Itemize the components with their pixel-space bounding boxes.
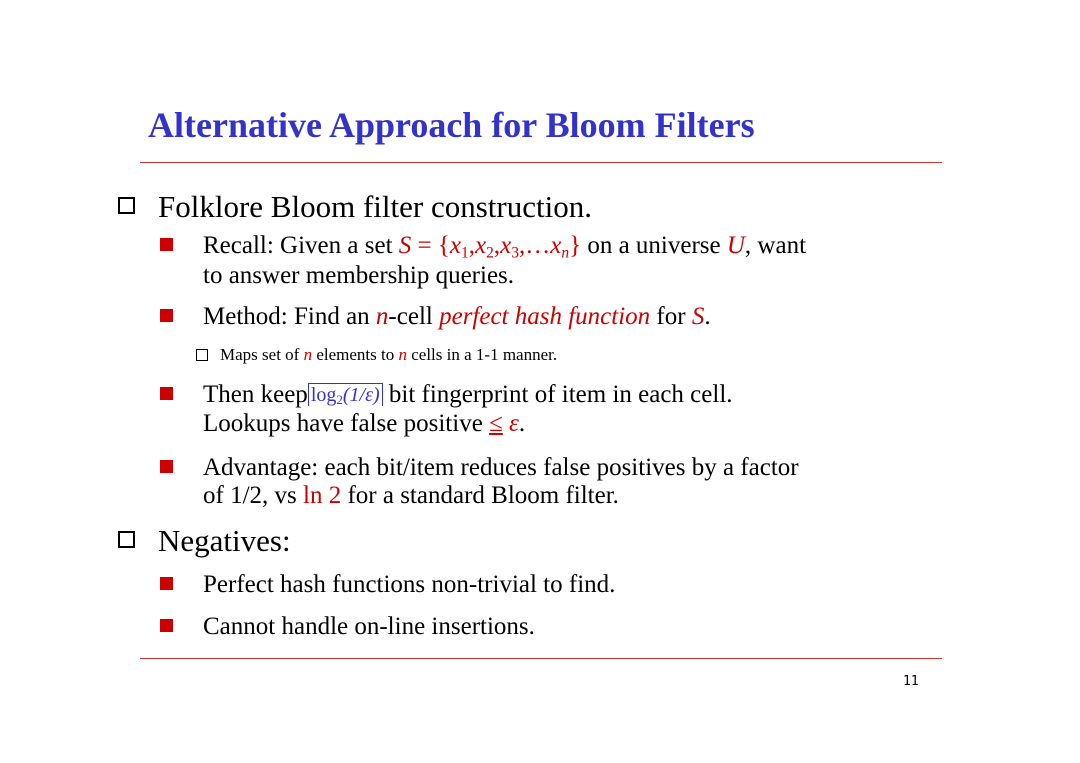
hollow-square-bullet-icon — [118, 197, 135, 214]
bullet-text: Perfect hash functions non-trivial to find. — [203, 571, 616, 598]
filled-square-bullet-icon — [160, 309, 173, 322]
page-number: 11 — [903, 674, 919, 689]
title-underline — [140, 162, 942, 163]
hollow-square-bullet-icon — [118, 531, 135, 548]
bullet-text: Folklore Bloom filter construction. — [158, 189, 592, 224]
bullet-text: Recall: Given a set $S = \{x_1,x_2,x_3,\dots x_n\}$ on a universe U, want — [203, 232, 807, 262]
bullet-text: Then keep $\log_2(1/\varepsilon)$ bit fingerprint of item in each cell. — [203, 381, 733, 408]
slide-title: Alternative Approach for Bloom Filters — [148, 105, 755, 145]
filled-square-bullet-icon — [160, 460, 173, 473]
slide: Alternative Approach for Bloom Filters Folklore Bloom filter construction. Recall: Given a set $S = \{x_1,x_2,x_3,\dots x_n\}$ on a universe U, want to answer membership queries. Method: Find an n-cell perfect hash function for S. Maps set of n elements to n cells in a 1-1 manner. Then keep $\log_2(1/\varepsilon)$ bit fingerprint of item in each cell. Lookups have false positive ≤ ε. Advantage: each bit/item reduces false positives by a factor of 1/2, vs ln 2 for a standard Bloom filter. Negatives: Perfect hash functions non-trivial to find. Cannot handle on-line insertions. 11 — [0, 0, 1080, 763]
bullet-text: Cannot handle on-line insertions. — [203, 613, 535, 640]
bullet-text: Maps set of n elements to n cells in a 1-1 manner. — [220, 345, 558, 364]
filled-square-bullet-icon — [160, 619, 173, 632]
bullet-text: Advantage: each bit/item reduces false positives by a factor — [203, 454, 799, 481]
ceiling-log-formula: $\log_2(1/\varepsilon)$ — [308, 383, 383, 406]
bullet-text: Method: Find an n-cell perfect hash function for S. — [203, 303, 711, 330]
hollow-square-bullet-icon — [196, 349, 208, 361]
bullet-text: Negatives: — [158, 523, 291, 558]
filled-square-bullet-icon — [160, 577, 173, 590]
footer-rule — [140, 658, 942, 659]
filled-square-bullet-icon — [160, 238, 173, 251]
filled-square-bullet-icon — [160, 387, 173, 400]
